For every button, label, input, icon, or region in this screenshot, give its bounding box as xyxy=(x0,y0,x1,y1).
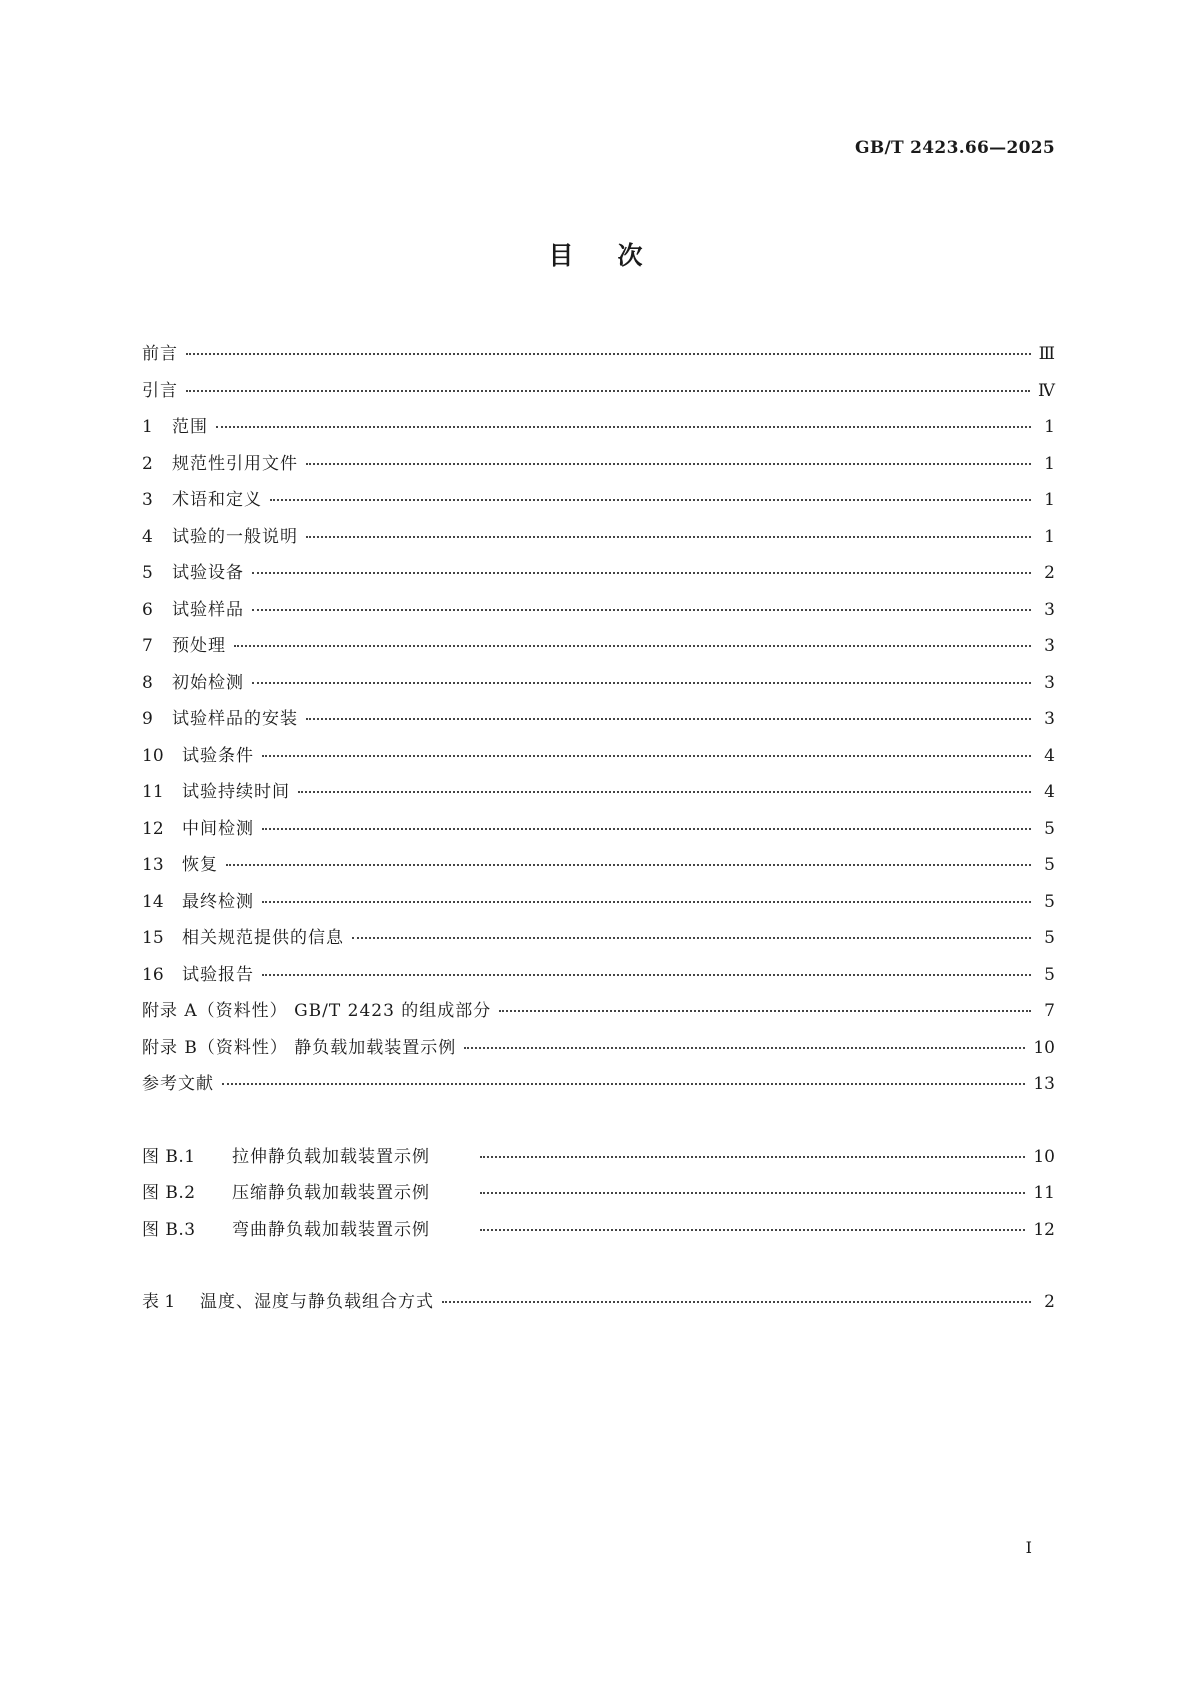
toc-entry-label: 试验设备 xyxy=(172,563,244,583)
toc-leader xyxy=(186,390,1030,392)
toc-leader xyxy=(222,1083,1025,1085)
toc-leader xyxy=(216,426,1031,428)
toc-entry-number: 7 xyxy=(142,636,153,656)
toc-entry-page: 5 xyxy=(1044,818,1055,839)
toc-entry-9[interactable] xyxy=(142,701,1055,738)
toc-entry-number: 16 xyxy=(142,964,164,985)
toc-entry-label: 试验样品 xyxy=(172,599,244,620)
toc-leader xyxy=(252,609,1031,611)
toc-entry-number: 1 xyxy=(142,417,153,437)
toc-leader xyxy=(352,937,1031,939)
toc-entry-label: 附录 B（资料性） 静负载加载装置示例 xyxy=(142,1037,457,1058)
toc-leader xyxy=(442,1301,1031,1303)
toc-entry-page: 3 xyxy=(1044,636,1055,656)
toc-entry-page: 1 xyxy=(1044,453,1055,474)
toc-entry-13[interactable] xyxy=(142,847,1055,884)
toc-entry-foreword[interactable] xyxy=(142,336,1055,373)
table-label: 温度、湿度与静负载组合方式 xyxy=(200,1292,434,1312)
toc-leader xyxy=(499,1010,1031,1012)
toc-figure-b3[interactable] xyxy=(142,1212,1055,1249)
toc-leader xyxy=(262,901,1031,903)
toc-entry-12[interactable] xyxy=(142,811,1055,848)
toc-entry-number: 11 xyxy=(142,782,164,802)
toc-leader xyxy=(252,682,1031,684)
toc-entry-page: 3 xyxy=(1044,672,1055,693)
toc-entry-number: 5 xyxy=(142,563,153,583)
toc-entry-number: 14 xyxy=(142,891,164,912)
page-number: Ⅰ xyxy=(1025,1538,1032,1557)
figure-label: 拉伸静负载加载装置示例 xyxy=(232,1146,430,1167)
toc-entry-16[interactable] xyxy=(142,957,1055,994)
toc-entry-2[interactable] xyxy=(142,446,1055,483)
figure-label: 压缩静负载加载装置示例 xyxy=(232,1183,430,1203)
figure-prefix: 图 B.2 xyxy=(142,1183,196,1203)
toc-leader xyxy=(306,718,1031,720)
toc-table-1[interactable] xyxy=(142,1284,1055,1321)
toc-table-list xyxy=(142,1284,1055,1321)
toc-figure-b1[interactable] xyxy=(142,1139,1055,1176)
toc-entry-page: 1 xyxy=(1044,526,1055,547)
toc-entry-number: 12 xyxy=(142,818,164,839)
toc-leader xyxy=(480,1192,1025,1194)
toc-entry-label: 试验持续时间 xyxy=(182,782,290,802)
toc-leader xyxy=(306,463,1031,465)
toc-entry-14[interactable] xyxy=(142,884,1055,921)
toc-leader xyxy=(270,499,1031,501)
toc-leader xyxy=(262,755,1031,757)
toc-leader xyxy=(480,1156,1025,1158)
toc-entry-4[interactable] xyxy=(142,519,1055,556)
toc-title: 目次 xyxy=(548,241,687,270)
toc-entry-page: 3 xyxy=(1044,599,1055,620)
toc-entry-3[interactable] xyxy=(142,482,1055,519)
toc-entry-label: 试验条件 xyxy=(182,745,254,766)
toc-entry-label: 预处理 xyxy=(172,636,226,656)
toc-entry-annex-b[interactable] xyxy=(142,1030,1055,1067)
toc-entry-number: 13 xyxy=(142,855,164,875)
toc-leader xyxy=(262,974,1031,976)
figure-page: 12 xyxy=(1033,1219,1055,1240)
toc-leader xyxy=(480,1229,1025,1231)
toc-entry-number: 4 xyxy=(142,526,153,547)
toc-entry-introduction[interactable] xyxy=(142,373,1055,410)
toc-entry-page: 1 xyxy=(1044,490,1055,510)
toc-entry-1[interactable] xyxy=(142,409,1055,446)
toc-entry-number: 6 xyxy=(142,599,153,620)
toc-entry-page: Ⅳ xyxy=(1038,380,1055,401)
toc-entry-number: 2 xyxy=(142,453,153,474)
figure-prefix: 图 B.3 xyxy=(142,1219,196,1240)
toc-leader xyxy=(306,536,1031,538)
table-page: 2 xyxy=(1044,1292,1055,1312)
toc-leader xyxy=(262,828,1031,830)
toc-entry-label: 附录 A（资料性） GB/T 2423 的组成部分 xyxy=(142,1001,492,1021)
toc-entry-page: 4 xyxy=(1044,745,1055,766)
toc-leader xyxy=(464,1047,1025,1049)
figure-page: 11 xyxy=(1033,1183,1055,1203)
toc-leader xyxy=(226,864,1031,866)
toc-entry-page: 5 xyxy=(1044,964,1055,985)
toc-entry-page: 7 xyxy=(1044,1001,1055,1021)
toc-entry-page: 2 xyxy=(1044,563,1055,583)
toc-entry-page: 5 xyxy=(1044,891,1055,912)
toc-entry-label: 规范性引用文件 xyxy=(172,453,298,474)
toc-entry-label: 恢复 xyxy=(182,855,218,875)
toc-entry-label: 试验报告 xyxy=(182,964,254,985)
toc-entry-number: 3 xyxy=(142,490,153,510)
toc-entry-page: 5 xyxy=(1044,928,1055,948)
figure-label: 弯曲静负载加载装置示例 xyxy=(232,1219,430,1240)
toc-leader xyxy=(186,353,1031,355)
toc-entry-5[interactable] xyxy=(142,555,1055,592)
table-of-contents xyxy=(142,336,1055,1321)
toc-entry-page: 13 xyxy=(1033,1074,1055,1094)
toc-figure-b2[interactable] xyxy=(142,1175,1055,1212)
toc-entry-page: 1 xyxy=(1044,417,1055,437)
toc-entry-label: 参考文献 xyxy=(142,1074,214,1094)
toc-entry-11[interactable] xyxy=(142,774,1055,811)
toc-entry-7[interactable] xyxy=(142,628,1055,665)
toc-entry-15[interactable] xyxy=(142,920,1055,957)
toc-entry-label: 术语和定义 xyxy=(172,490,262,510)
toc-entry-label: 引言 xyxy=(142,380,178,401)
toc-entry-label: 范围 xyxy=(172,417,208,437)
toc-entry-number: 15 xyxy=(142,928,164,948)
document-code: GB/T 2423.66—2025 xyxy=(855,138,1055,158)
toc-entry-label: 相关规范提供的信息 xyxy=(182,928,344,948)
toc-entry-label: 试验的一般说明 xyxy=(172,526,298,547)
toc-entry-page: 5 xyxy=(1044,855,1055,875)
figure-page: 10 xyxy=(1033,1146,1055,1167)
toc-entry-page: 3 xyxy=(1044,709,1055,729)
toc-leader xyxy=(252,572,1031,574)
toc-entry-label: 前言 xyxy=(142,344,178,364)
toc-entry-10[interactable] xyxy=(142,738,1055,775)
toc-figure-list xyxy=(142,1139,1055,1249)
toc-entry-label: 中间检测 xyxy=(182,818,254,839)
toc-entry-8[interactable] xyxy=(142,665,1055,702)
toc-entry-label: 最终检测 xyxy=(182,891,254,912)
toc-entry-label: 试验样品的安装 xyxy=(172,709,298,729)
toc-entry-bibliography[interactable] xyxy=(142,1066,1055,1103)
toc-entry-annex-a[interactable] xyxy=(142,993,1055,1030)
toc-entry-number: 10 xyxy=(142,745,164,766)
toc-main-entries xyxy=(142,336,1055,1103)
figure-prefix: 图 B.1 xyxy=(142,1146,196,1167)
toc-entry-page: 10 xyxy=(1033,1037,1055,1058)
table-prefix: 表 1 xyxy=(142,1292,176,1312)
toc-entry-label: 初始检测 xyxy=(172,672,244,693)
toc-entry-number: 8 xyxy=(142,672,153,693)
toc-entry-page: Ⅲ xyxy=(1038,344,1055,364)
toc-leader xyxy=(298,791,1031,793)
toc-entry-number: 9 xyxy=(142,709,153,729)
toc-leader xyxy=(234,645,1031,647)
toc-entry-page: 4 xyxy=(1044,782,1055,802)
toc-entry-6[interactable] xyxy=(142,592,1055,629)
